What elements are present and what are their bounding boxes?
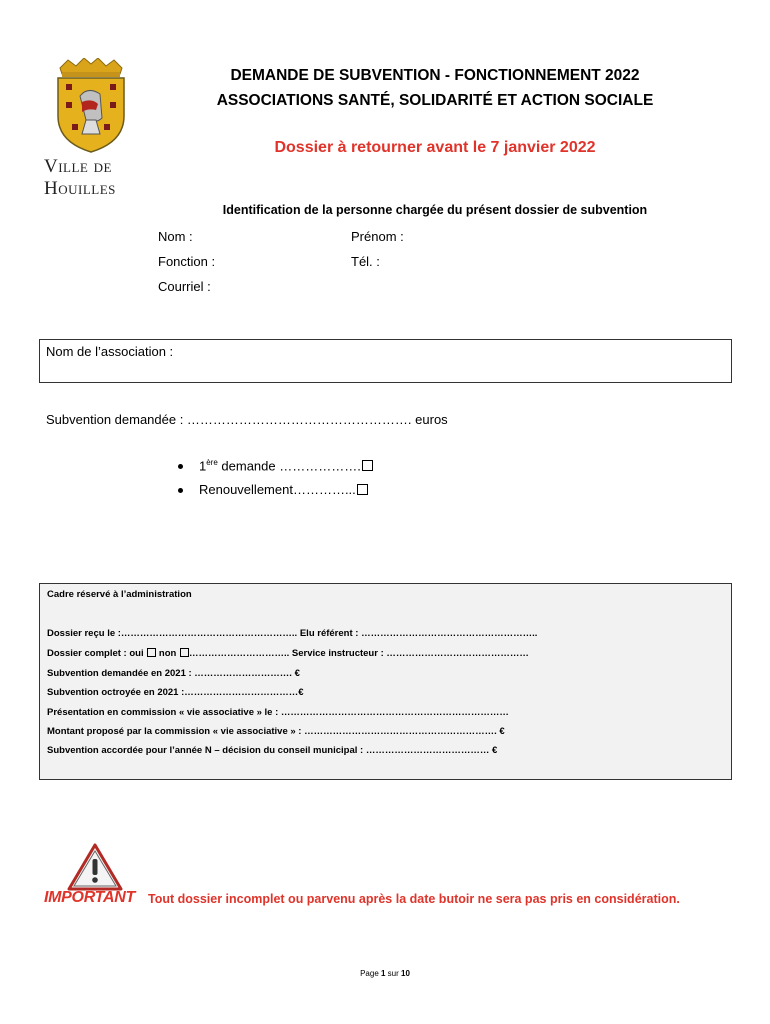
subvention-requested-line: Subvention demandée : ……………………………………………. euros: [46, 412, 448, 427]
admin-reserved-box: [39, 583, 732, 780]
fonction-label: Fonction :: [158, 254, 216, 269]
admin-granted-2021-line: Subvention octroyée en 2021 :………………………………€: [47, 687, 304, 698]
association-name-label: Nom de l’association :: [46, 344, 174, 359]
bullet-icon: [178, 488, 183, 493]
nom-label: Nom :: [158, 229, 193, 244]
admin-commission-date-line: Présentation en commission « vie associative » le : ………………………………………………………………: [47, 707, 509, 718]
renewal-checkbox[interactable]: [357, 484, 368, 495]
document-title-line1: DEMANDE DE SUBVENTION - FONCTIONNEMENT 2022: [230, 67, 640, 84]
tel-label: Tél. :: [351, 254, 380, 269]
complete-no-checkbox[interactable]: [180, 648, 189, 657]
admin-complete-line: Dossier complet : oui non ………………………….. Service instructeur : ………………………………………: [47, 648, 529, 659]
courriel-label: Courriel :: [158, 279, 211, 294]
city-name-line1: Ville de: [44, 156, 112, 177]
bullet-icon: [178, 464, 183, 469]
warning-triangle-icon: [67, 843, 123, 891]
warning-text: Tout dossier incomplet ou parvenu après la date butoir ne sera pas pris en considération.: [148, 892, 680, 906]
first-request-item: 1ère demande ……………….: [178, 458, 373, 473]
city-crest-logo: [52, 58, 130, 154]
complete-yes-checkbox[interactable]: [147, 648, 156, 657]
renewal-item: Renouvellement…………...: [178, 482, 368, 497]
admin-requested-2021-line: Subvention demandée en 2021 : …………………………. €: [47, 668, 300, 679]
city-name-line2: Houilles: [44, 178, 116, 199]
document-title-line2: ASSOCIATIONS SANTÉ, SOLIDARITÉ ET ACTION SOCIALE: [216, 92, 654, 109]
important-label: IMPORTANT: [44, 889, 135, 906]
admin-title: Cadre réservé à l’administration: [47, 589, 192, 600]
association-name-box[interactable]: [39, 339, 732, 383]
admin-proposed-amount-line: Montant proposé par la commission « vie associative » : ……………………………………………………. €: [47, 726, 505, 737]
first-request-checkbox[interactable]: [362, 460, 373, 471]
admin-granted-amount-line: Subvention accordée pour l’année N – décision du conseil municipal : ………………………………… €: [47, 745, 498, 756]
page-number: Page 1 sur 10: [360, 969, 410, 978]
prenom-label: Prénom :: [351, 229, 404, 244]
identification-heading: Identification de la personne chargée du présent dossier de subvention: [222, 203, 648, 217]
deadline-notice: Dossier à retourner avant le 7 janvier 2022: [274, 139, 596, 156]
admin-received-line: Dossier reçu le :……………………………………………….. Elu référent : ………………………………………………..: [47, 628, 538, 639]
